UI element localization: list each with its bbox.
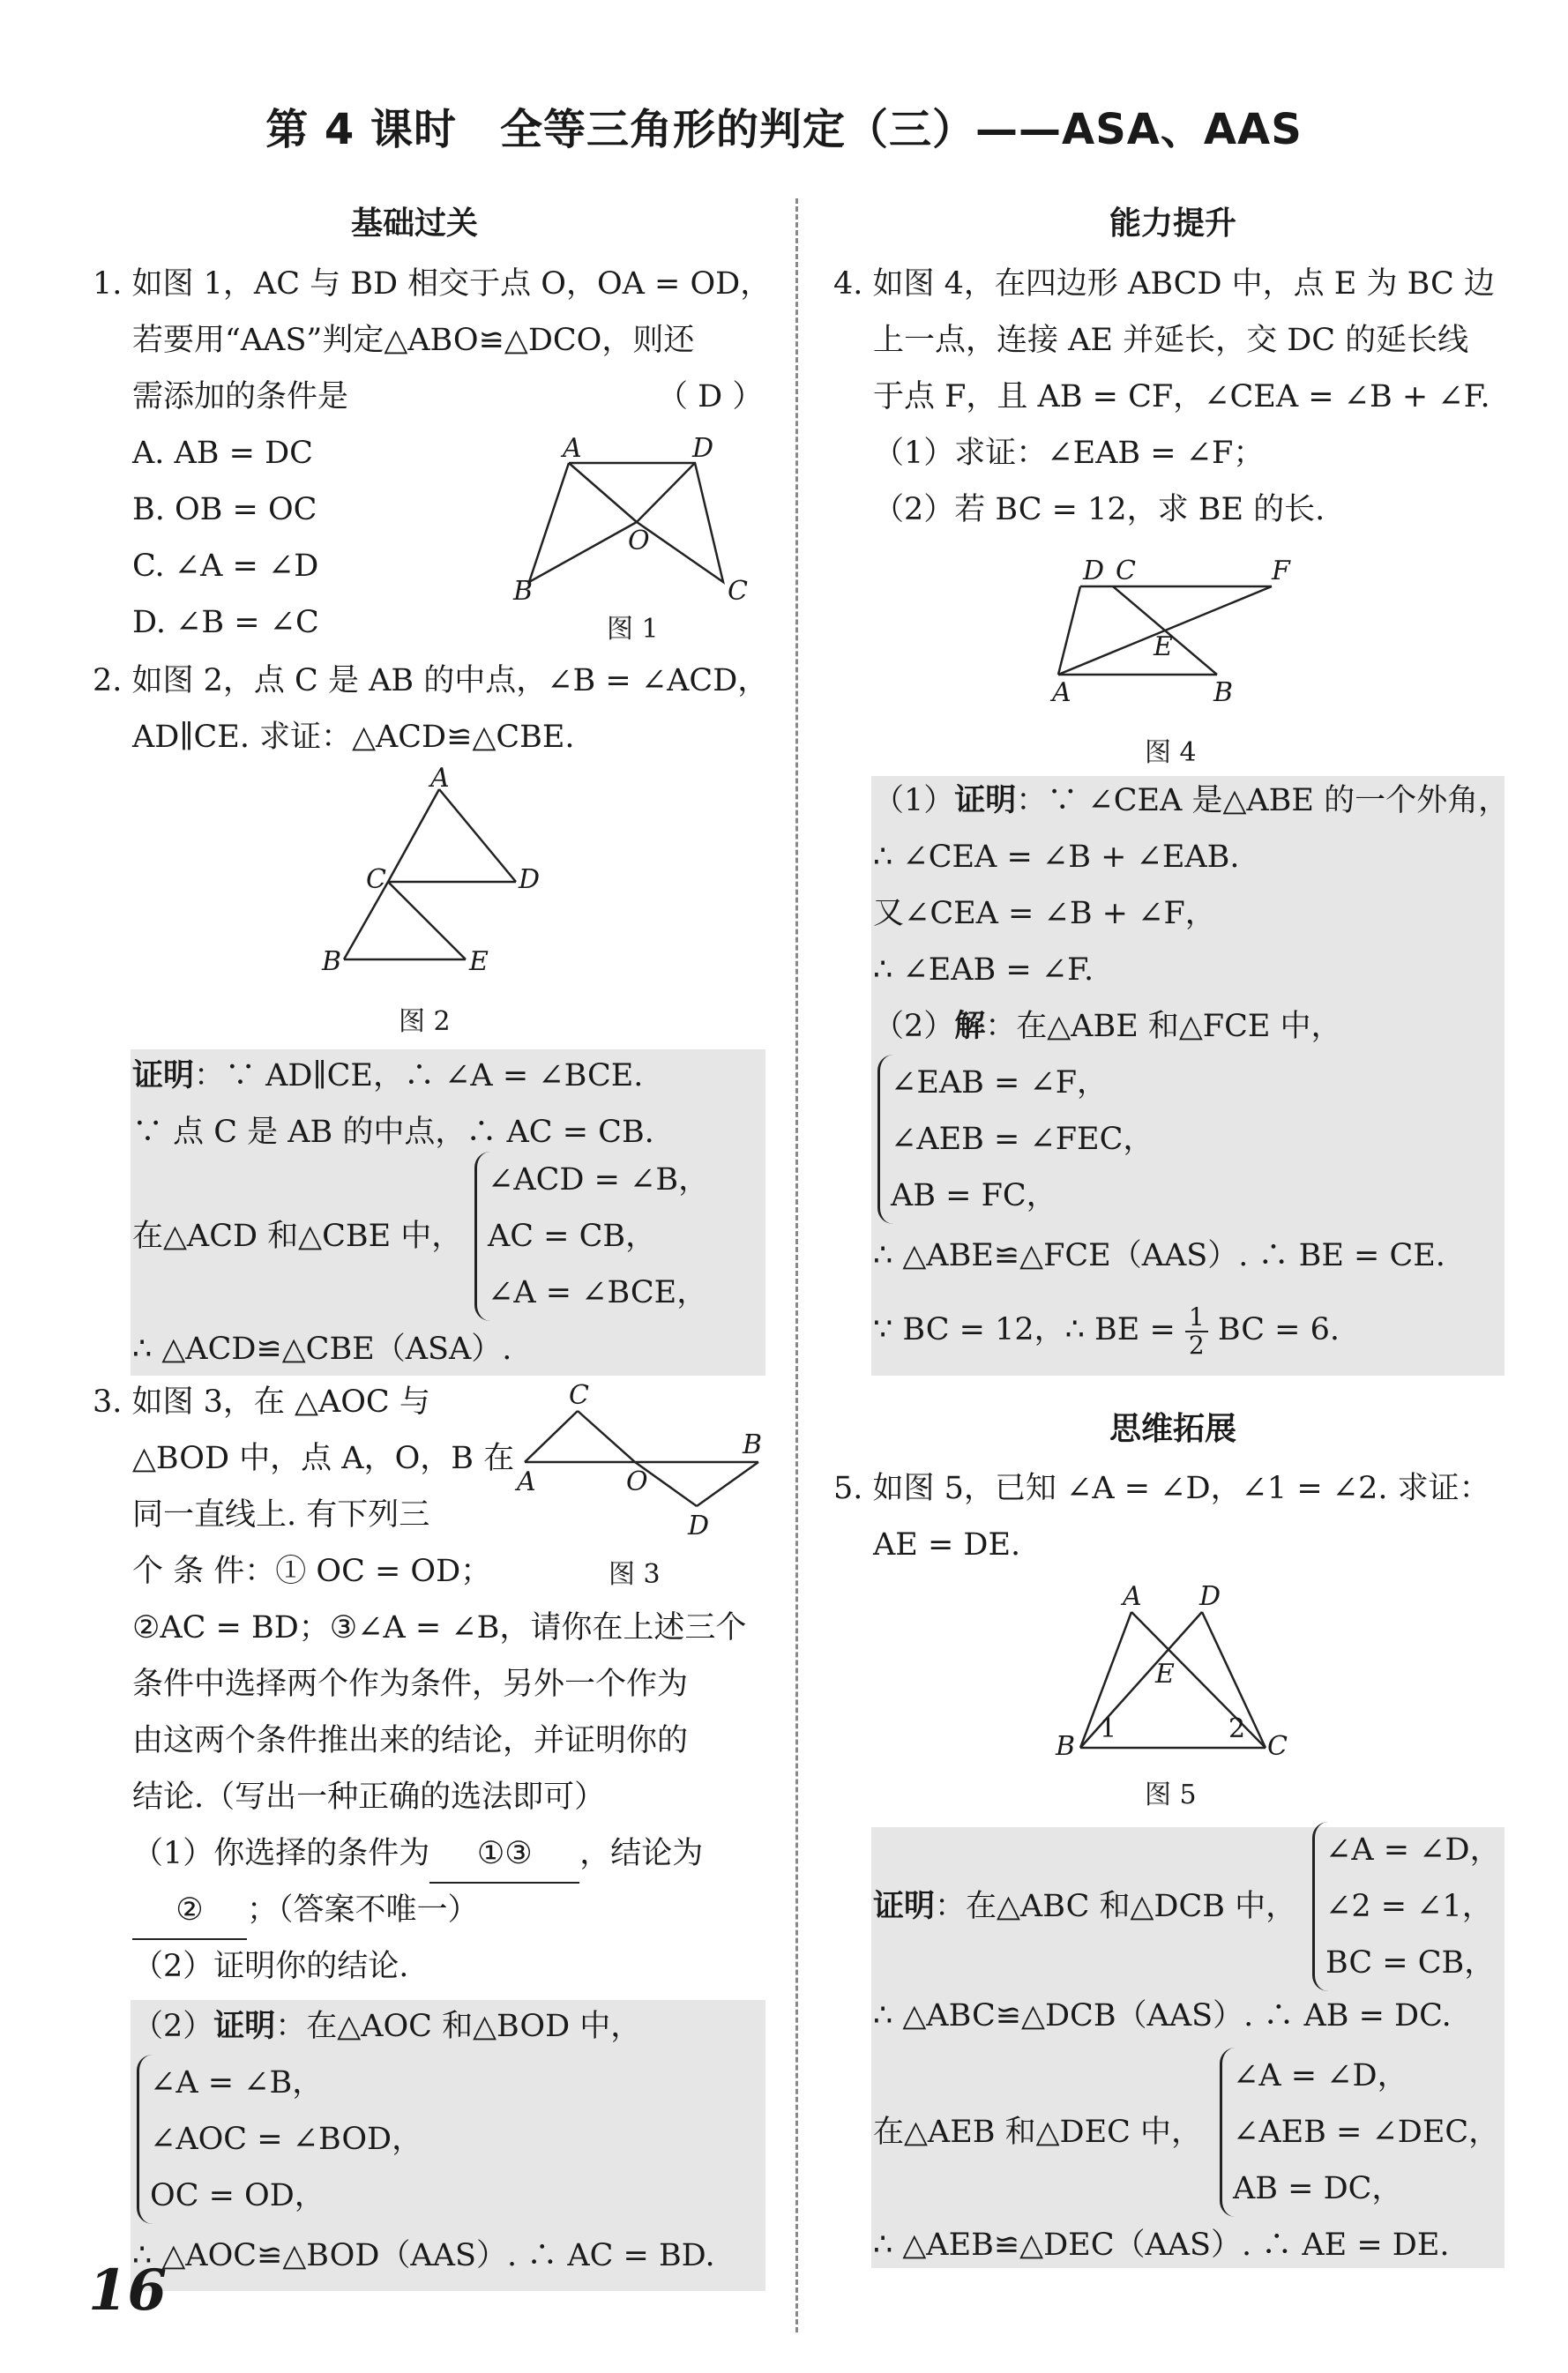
q4-solve-line3: ∵ BC = 12，∴ BE = $\frac{1}{2}$ BC = 6. [873,1302,1340,1360]
figure-1 [503,423,785,608]
q3-line7: 由这两个条件推出来的结论，并证明你的 [132,1723,689,1758]
q2-proof-line3: 在△ACD 和△CBE 中， [132,1219,463,1254]
fig2-label-a: A [430,767,450,794]
fig2-label-b: B [322,946,342,977]
fig4-label-c: C [1116,556,1136,586]
fig1-label-b: B [513,576,534,607]
q4-line1: 4. 如图 4，在四边形 ABCD 中，点 E 为 BC 边 [833,266,1495,302]
q5-brace2-1: ∠A = ∠D， [1233,2058,1408,2093]
q5-brace1-1: ∠A = ∠D， [1325,1832,1501,1868]
q5-proof-line2: ∴ △ABC≌△DCB（AAS）. ∴ AB = DC. [873,1998,1452,2033]
q1-option-d: D. ∠B = ∠C [132,605,319,640]
fig4-label-b: B [1213,677,1234,708]
column-divider [795,198,798,2332]
q2-proof-label: 证明 [132,1058,195,1093]
fig4-label-d: D [1083,556,1105,586]
figure-3 [511,1376,776,1570]
q3-brace-2: ∠AOC = ∠BOD， [150,2122,423,2157]
fig5-label-d: D [1199,1581,1221,1612]
q5-proof-end: ∴ △AEB≌△DEC（AAS）. ∴ AE = DE. [873,2227,1450,2263]
q5-brace2-2: ∠AEB = ∠DEC， [1233,2115,1500,2150]
figure-1-caption: 图 1 [607,614,659,645]
q5-line2: AE = DE. [873,1527,1021,1563]
q1-option-a: A. AB = DC [132,436,313,471]
q2-brace-system [474,1152,709,1321]
q3-sub1-cont: ② ；（答案不唯一） [132,1882,479,1940]
q3-line6: 条件中选择两个作为条件，另外一个作为 [132,1667,689,1702]
q2-brace-2: AC = CB， [488,1219,657,1254]
q4-proof-line3: 又∠CEA = ∠B + ∠F， [873,896,1216,931]
fig4-label-f: F [1272,556,1290,586]
q5-brace-system-1 [1312,1822,1501,1991]
q4-line4: （1）求证：∠EAB = ∠F； [873,436,1265,471]
q4-line2: 上一点，连接 AE 并延长，交 DC 的延长线 [873,323,1469,358]
fig5-label-angle2: 2 [1228,1713,1246,1744]
page-title: 第 4 课时 全等三角形的判定（三）——ASA、AAS [265,105,1303,154]
q2-line2: AD∥CE. 求证：△ACD≌△CBE. [132,720,575,755]
figure-2-caption: 图 2 [399,1006,451,1037]
q5-line1: 5. 如图 5，已知 ∠A = ∠D，∠1 = ∠2. 求证： [833,1471,1490,1506]
q3-line4: 个 条 件：① OC = OD； [132,1554,492,1589]
q4-solve-line1: （2）解：在△ABE 和△FCE 中， [873,1009,1342,1044]
figure-4-caption: 图 4 [1145,737,1197,768]
q1-line1: 1. 如图 1，AC 与 BD 相交于点 O，OA = OD， [93,266,772,302]
q4-brace-3: AB = FC， [891,1178,1057,1213]
q5-brace2-3: AB = DC， [1233,2171,1403,2206]
q3-line1: 3. 如图 3，在 △AOC 与 [93,1384,430,1420]
fig4-label-a: A [1052,677,1071,708]
q5-brace1-3: BC = CB， [1325,1945,1496,1981]
q2-proof-line1: 证明：∵ AD∥CE，∴ ∠A = ∠BCE. [132,1058,644,1093]
q4-line3: 于点 F，且 AB = CF，∠CEA = ∠B + ∠F. [873,379,1490,414]
fig1-label-a: A [563,433,582,464]
q2-line1: 2. 如图 2，点 C 是 AB 的中点，∠B = ∠ACD， [93,663,769,698]
q3-proof-line1: （2）证明：在△AOC 和△BOD 中， [132,2009,642,2044]
q4-brace-2: ∠AEB = ∠FEC， [891,1122,1154,1157]
q1-option-c: C. ∠A = ∠D [132,548,319,584]
q3-proof-label: 证明 [213,2009,276,2044]
fig2-label-c: C [366,864,386,895]
q5-brace-system-2 [1220,2048,1499,2217]
q3-line8: 结论.（写出一种正确的选法即可） [132,1780,606,1815]
q4-proof-line4: ∴ ∠EAB = ∠F. [873,952,1094,988]
section-thinking: 思维拓展 [1109,1411,1236,1447]
fig2-label-e: E [469,946,489,977]
q4-proof-line1: （1）证明：∵ ∠CEA 是△ABE 的一个外角， [873,783,1510,818]
figure-2 [317,767,547,979]
q2-proof-line2: ∵ 点 C 是 AB 的中点，∴ AC = CB. [132,1115,654,1150]
fig5-label-angle1: 1 [1100,1713,1117,1744]
q4-fraction: $\frac{1}{2}$ [1185,1304,1208,1359]
fig3-label-c: C [569,1380,589,1411]
q4-proof-line2: ∴ ∠CEA = ∠B + ∠EAB. [873,840,1240,875]
q4-solve-label: 解 [954,1009,986,1044]
q3-blank-conditions: ①③ [429,1825,579,1884]
q3-line5: ②AC = BD；③∠A = ∠B，请你在上述三个 [132,1610,747,1645]
fig2-label-d: D [519,864,541,895]
section-ability: 能力提升 [1109,205,1236,242]
figure-1-lines [529,463,723,582]
q3-blank-conclusion: ② [132,1882,247,1940]
fig1-label-d: D [692,433,714,464]
fig5-label-c: C [1267,1731,1288,1762]
section-basic: 基础过关 [350,205,478,242]
figure-4 [1041,542,1305,719]
q3-brace-system [137,2055,422,2224]
q5-proof-line1: 证明：在△ABC 和△DCB 中， [873,1889,1297,1924]
q3-sub2: （2）证明你的结论. [132,1949,409,1984]
q1-line3: 需添加的条件是 [132,379,349,414]
figure-5 [1045,1578,1301,1764]
fig1-label-o: O [628,526,650,556]
q4-solve-line2: ∴ △ABE≌△FCE（AAS）. ∴ BE = CE. [873,1238,1445,1273]
fig3-label-o: O [626,1466,648,1497]
q4-proof-label: 证明 [954,783,1017,818]
fig5-label-b: B [1056,1731,1076,1762]
q2-brace-1: ∠ACD = ∠B， [488,1162,710,1198]
fig1-label-c: C [728,576,748,607]
q3-line2: △BOD 中，点 A，O，B 在 [132,1441,515,1476]
q3-sub1: （1）你选择的条件为 ①③ ，结论为 [132,1825,703,1884]
q1-option-b: B. OB = OC [132,492,317,527]
q4-brace-1: ∠EAB = ∠F， [891,1065,1109,1101]
fig3-label-d: D [688,1511,710,1541]
q1-answer: （ D ） [657,379,764,414]
fig5-label-e: E [1155,1659,1175,1690]
q3-line3: 同一直线上. 有下列三 [132,1497,430,1533]
fig5-label-a: A [1123,1581,1142,1612]
fig4-label-e: E [1154,631,1173,662]
q3-proof-end: ∴ △AOC≌△BOD（AAS）. ∴ AC = BD. [132,2238,715,2273]
fig3-label-a: A [517,1466,536,1497]
figure-3-caption: 图 3 [609,1559,661,1590]
q2-proof-end: ∴ △ACD≌△CBE（ASA）. [132,1332,512,1367]
q2-brace-3: ∠A = ∠BCE， [488,1275,708,1310]
q4-line5: （2）若 BC = 12，求 BE 的长. [873,492,1325,527]
q5-proof-label: 证明 [873,1889,936,1924]
q3-brace-1: ∠A = ∠B， [150,2065,324,2101]
fig3-label-b: B [743,1429,763,1460]
figure-5-caption: 图 5 [1145,1780,1197,1810]
q1-line2: 若要用“AAS”判定△ABO≌△DCO，则还 [132,323,695,358]
q5-brace1-2: ∠2 = ∠1， [1325,1889,1493,1924]
q4-brace-system [877,1055,1154,1224]
q5-proof-line3: 在△AEB 和△DEC 中， [873,2115,1203,2150]
q3-brace-3: OC = OD， [150,2178,325,2213]
page-number: 16 [88,2257,168,2324]
